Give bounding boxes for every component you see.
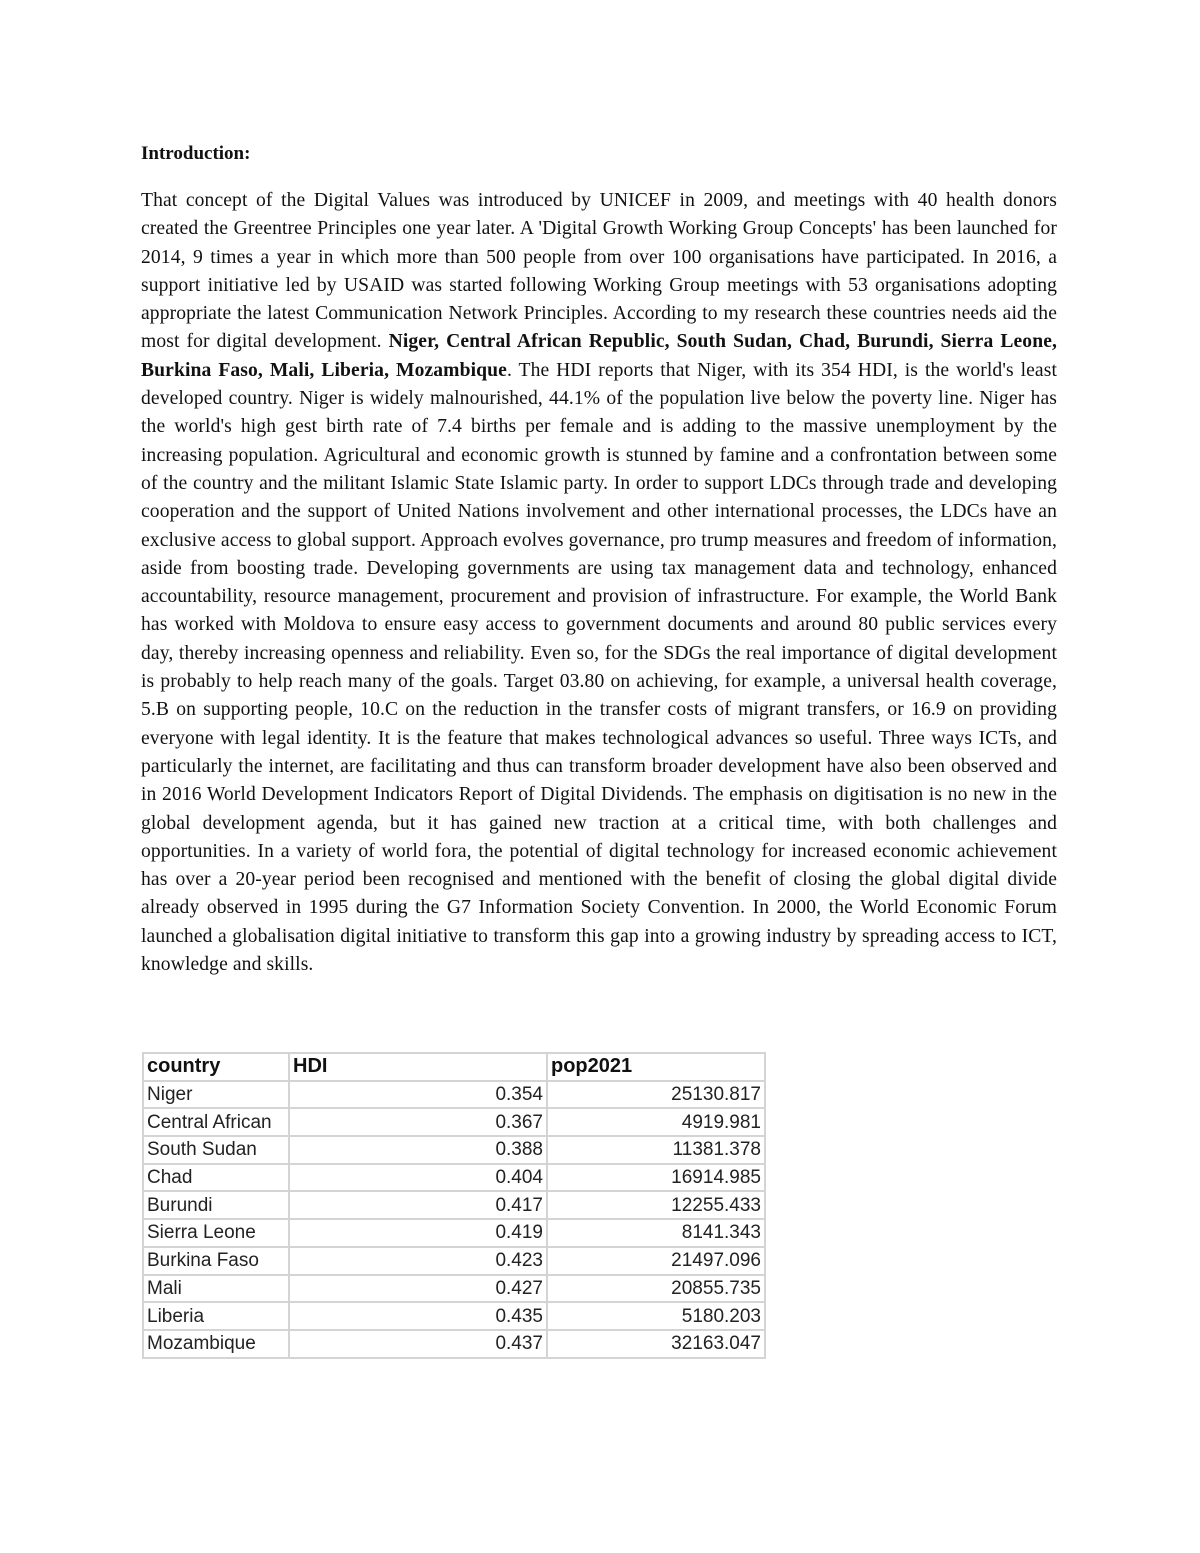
cell-hdi: 0.437 bbox=[289, 1330, 547, 1358]
data-table-container bbox=[142, 1052, 766, 1359]
table-row bbox=[143, 1081, 765, 1109]
cell-pop: 16914.985 bbox=[547, 1164, 765, 1192]
cell-hdi: 0.427 bbox=[289, 1275, 547, 1303]
cell-hdi: 0.354 bbox=[289, 1081, 547, 1109]
cell-country: Burkina Faso bbox=[143, 1247, 289, 1275]
paragraph-text-part1: That concept of the Digital Values was introduced by UNICEF in 2009, and meetings with 40 health donors created the Greentree Principles one year later. A 'Digital Growth Working Group Concepts' has been launched for 2014, 9 times a year in which more than 500 people from over 100 organisations have participated. In 2016, a support initiative led by USAID was started following Working Group meetings with 53 organisations adopting appropriate the latest Communication Network Principles. According to my research these countries needs aid the most for digital development. bbox=[141, 190, 1057, 353]
cell-pop: 8141.343 bbox=[547, 1219, 765, 1247]
table-row bbox=[143, 1108, 765, 1136]
cell-country: Liberia bbox=[143, 1302, 289, 1330]
hdi-population-table bbox=[142, 1052, 766, 1359]
cell-hdi: 0.404 bbox=[289, 1164, 547, 1192]
header-hdi: HDI bbox=[289, 1053, 547, 1081]
cell-country: Chad bbox=[143, 1164, 289, 1192]
table-row bbox=[143, 1191, 765, 1219]
document-page bbox=[141, 140, 1057, 979]
intro-paragraph bbox=[141, 187, 1057, 979]
cell-pop: 5180.203 bbox=[547, 1302, 765, 1330]
cell-pop: 32163.047 bbox=[547, 1330, 765, 1358]
cell-hdi: 0.417 bbox=[289, 1191, 547, 1219]
cell-country: Sierra Leone bbox=[143, 1219, 289, 1247]
table-row bbox=[143, 1219, 765, 1247]
cell-country: South Sudan bbox=[143, 1136, 289, 1164]
cell-pop: 25130.817 bbox=[547, 1081, 765, 1109]
cell-country: Central African bbox=[143, 1108, 289, 1136]
cell-hdi: 0.388 bbox=[289, 1136, 547, 1164]
cell-hdi: 0.435 bbox=[289, 1302, 547, 1330]
table-row bbox=[143, 1247, 765, 1275]
cell-hdi: 0.367 bbox=[289, 1108, 547, 1136]
table-row bbox=[143, 1330, 765, 1358]
cell-hdi: 0.423 bbox=[289, 1247, 547, 1275]
table-row bbox=[143, 1164, 765, 1192]
cell-country: Mali bbox=[143, 1275, 289, 1303]
cell-country: Burundi bbox=[143, 1191, 289, 1219]
table-row bbox=[143, 1275, 765, 1303]
table-row bbox=[143, 1136, 765, 1164]
section-heading: Introduction: bbox=[141, 143, 251, 164]
cell-country: Mozambique bbox=[143, 1330, 289, 1358]
cell-pop: 11381.378 bbox=[547, 1136, 765, 1164]
cell-pop: 21497.096 bbox=[547, 1247, 765, 1275]
table-header-row bbox=[143, 1053, 765, 1081]
table-row bbox=[143, 1302, 765, 1330]
paragraph-country-list: Niger, Central African Republic, South Sudan, Chad, Burundi, Sierra Leone, Burkina Faso, Mali, Liberia, Mozambique bbox=[141, 331, 1057, 381]
paragraph-text-part2: . The HDI reports that Niger, with its 354 HDI, is the world's least developed country. Niger is widely malnourished, 44.1% of the population live below the poverty line. Niger has the world's high gest birth rate of 7.4 births per female and is adding to the massive unemployment by the increasing population. Agricultural and economic growth is stunned by famine and a confrontation between some of the country and the militant Islamic State Islamic party. In order to support LDCs through trade and developing cooperation and the support of United Nations involvement and other international processes, the LDCs have an exclusive access to global support. Approach evolves governance, pro trump measures and freedom of information, aside from boosting trade. Developing governments are using tax management data and technology, enhanced accountability, resource management, procurement and provision of infrastructure. For example, the World Bank has worked with Moldova to ensure easy access to government documents and around 80 public services every day, thereby increasing openness and reliability. Even so, for the SDGs the real importance of digital development is probably to help reach many of the goals. Target 03.80 on achieving, for example, a universal health coverage, 5.B on supporting people, 10.C on the reduction in the transfer costs of migrant transfers, or 16.9 on providing everyone with legal identity. It is the feature that makes technological advances so useful. Three ways ICTs, and particularly the internet, are facilitating and thus can transform broader development have also been observed and in 2016 World Development Indicators Report of Digital Dividends. The emphasis on digitisation is no new in the global development agenda, but it has gained new traction at a critical time, with both challenges and opportunities. In a variety of world fora, the potential of digital technology for increased economic achievement has over a 20-year period been recognised and mentioned with the benefit of closing the global digital divide already observed in 1995 during the G7 Information Society Convention. In 2000, the World Economic Forum launched a globalisation digital initiative to transform this gap into a growing industry by spreading access to ICT, knowledge and skills. bbox=[141, 359, 1058, 976]
cell-hdi: 0.419 bbox=[289, 1219, 547, 1247]
cell-country: Niger bbox=[143, 1081, 289, 1109]
cell-pop: 20855.735 bbox=[547, 1275, 765, 1303]
header-pop2021: pop2021 bbox=[547, 1053, 765, 1081]
header-country: country bbox=[143, 1053, 289, 1081]
cell-pop: 4919.981 bbox=[547, 1108, 765, 1136]
cell-pop: 12255.433 bbox=[547, 1191, 765, 1219]
